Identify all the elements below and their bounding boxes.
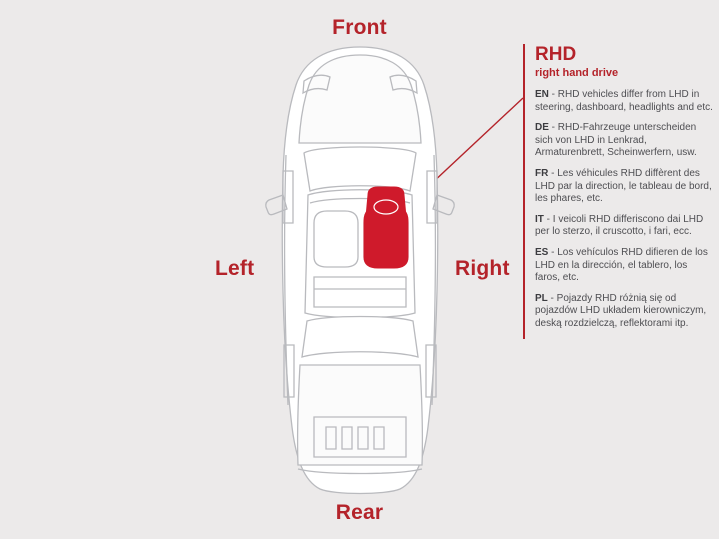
orientation-label-right: Right [455, 257, 510, 280]
callout-entry-fr [535, 168, 715, 206]
callout-entry-text: - Los vehículos RHD difieren de los LHD en la dirección, el tablero, los faros, etc. [535, 246, 708, 284]
callout-entry-text: - Pojazdy RHD różnią się od pojazdów LHD układem kierowniczym, deską rozdzielczą, reflektorami itp. [535, 292, 707, 329]
rhd-driver-seat-highlight [364, 187, 408, 268]
callout-entry-language-code: FR [535, 167, 549, 179]
callout-subtitle: right hand drive [535, 67, 619, 79]
orientation-label-front: Front [332, 16, 387, 39]
callout-entry-it [535, 214, 715, 239]
callout-title: RHD [535, 44, 577, 65]
callout-entry-list [535, 89, 715, 331]
callout-entry-text: - RHD-Fahrzeuge unterscheiden sich von LHD in Lenkrad, Armaturenbrett, Scheinwerfern, usw. [535, 122, 697, 159]
callout-entry-pl [535, 293, 715, 331]
callout-entry-en [535, 89, 715, 114]
callout-entry-text: - Les véhicules RHD diffèrent des LHD par la direction, le tableau de bord, les phares, etc. [535, 167, 712, 205]
rhd-callout [523, 44, 715, 339]
callout-entry-language-code: PL [535, 292, 548, 304]
callout-entry-language-code: EN [535, 89, 549, 100]
callout-entry-language-code: DE [535, 122, 549, 134]
callout-entry-text: - I veicoli RHD differiscono dai LHD per lo sterzo, il cruscotto, i fari, ecc. [535, 213, 704, 238]
callout-entry-language-code: ES [535, 246, 549, 258]
callout-entry-es [535, 247, 715, 285]
callout-entry-text: - RHD vehicles differ from LHD in steering, dashboard, headlights and etc. [535, 89, 713, 113]
orientation-label-rear: Rear [335, 501, 384, 524]
callout-entry-de [535, 122, 715, 160]
car-top-view-illustration [252, 45, 468, 495]
orientation-label-left: Left [215, 257, 255, 280]
callout-entry-language-code: IT [535, 213, 544, 225]
